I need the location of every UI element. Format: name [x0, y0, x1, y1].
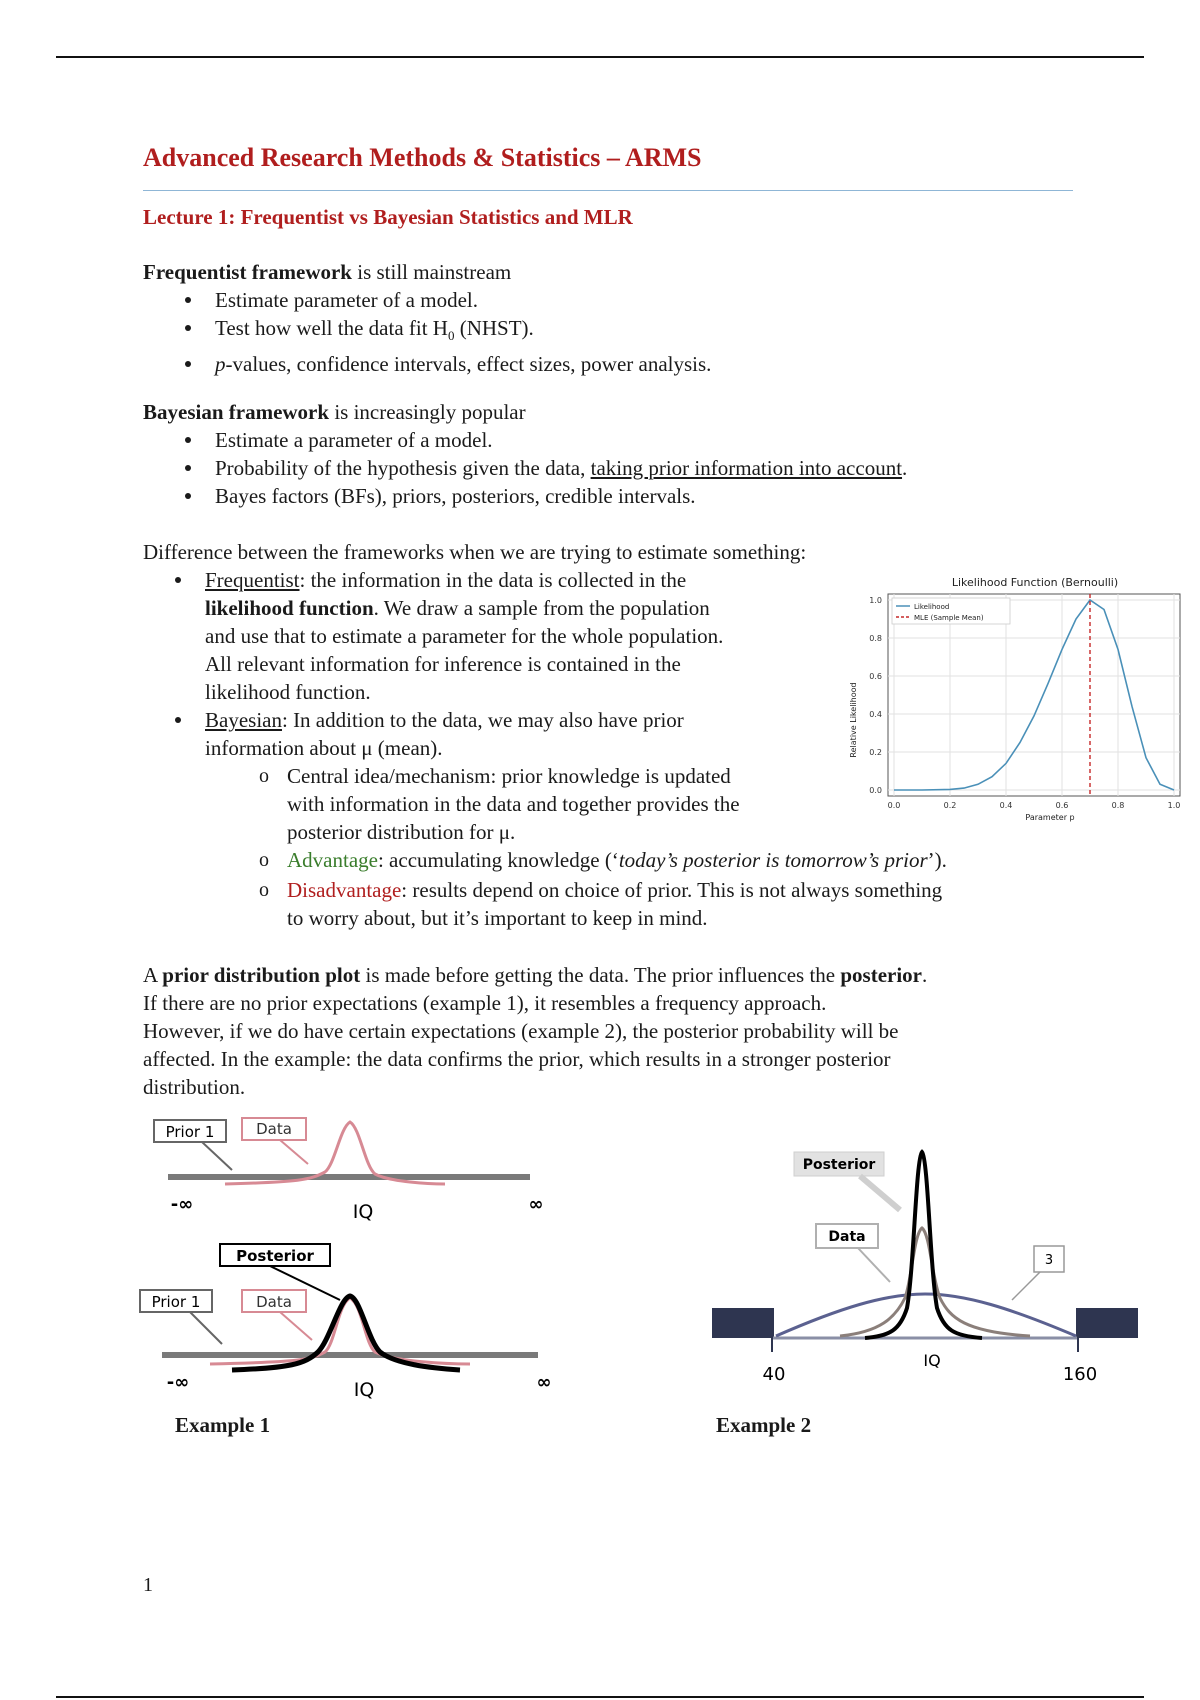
top-rule: [56, 56, 1144, 58]
example1-bottom-neg-inf: -∞: [166, 1372, 190, 1393]
chart-legend-label-mle: MLE (Sample Mean): [914, 614, 984, 622]
chart-y-tick-label: 0.2: [869, 748, 882, 757]
example2-label: Example 2: [716, 1413, 812, 1437]
example2-posterior-curve: [865, 1152, 982, 1338]
example1-bottom-prior-pointer: [190, 1312, 222, 1344]
example2-prior-label: 3: [1044, 1253, 1054, 1268]
chart-y-tick-label: 0.6: [869, 672, 882, 681]
chart-y-tick-label: 0.0: [869, 786, 882, 795]
example1-top-axis-label: IQ: [352, 1201, 374, 1223]
lecture-heading: Lecture 1: Frequentist vs Bayesian Statistics and MLR: [143, 205, 633, 229]
example1-top-data-label: Data: [256, 1120, 292, 1138]
page-number: 1: [143, 1574, 153, 1596]
chart-y-tick-label: 1.0: [869, 596, 882, 605]
frequentist-heading-bold: Frequentist framework: [143, 260, 352, 284]
example1-top-prior-label: Prior 1: [165, 1123, 215, 1141]
list-item: p-values, confidence intervals, effect sizes, power analysis.: [143, 350, 711, 378]
document-title: Advanced Research Methods & Statistics – ARMS: [143, 143, 702, 172]
chart-title: Likelihood Function (Bernoulli): [951, 576, 1119, 589]
example1-posterior-label: Posterior: [236, 1247, 314, 1265]
example2-prior-curve: [776, 1294, 1076, 1336]
bayesian-heading: [143, 398, 526, 426]
prior-paragraph: A prior distribution plot is made before getting the data. The prior influences the posterior. If there are no prior expectations (example 1), it resembles a frequency approach. However, if we do have certain expectations (example 2), the posterior probability will be affected. In the example: the data confirms the prior, which results in a stronger posterior distribution.: [143, 963, 928, 1099]
list-item-frequentist: Frequentist: the information in the data is collected in the likelihood function. We draw a sample from the population and use that to estimate a parameter for the whole population. All relevant information for inference is contained in the likelihood function.: [133, 566, 833, 706]
difference-intro: Difference between the frameworks when we are trying to estimate something:: [143, 540, 807, 564]
list-item: Estimate parameter of a model.: [143, 286, 711, 314]
chart-y-tick-label: 0.8: [869, 634, 882, 643]
example2-max-label: 160: [1062, 1364, 1098, 1385]
bayesian-heading-bold: Bayesian framework: [143, 400, 330, 424]
likelihood-chart: [840, 570, 1190, 830]
chart-x-tick-label: 1.0: [1167, 801, 1181, 810]
example2-data-label: Data: [828, 1229, 866, 1245]
example1-bottom-pos-inf: ∞: [536, 1372, 552, 1393]
example2-posterior-label: Posterior: [802, 1157, 876, 1173]
example1-top-axis: [168, 1174, 530, 1180]
list-item-bayesian: Bayesian: In addition to the data, we may also have prior information about μ (mean).: [133, 706, 833, 762]
likelihood-chart-svg: [840, 570, 1190, 830]
frequentist-heading-rest: is still mainstream: [352, 260, 512, 284]
bayesian-heading-rest: is increasingly popular: [329, 400, 526, 424]
example2-min-label: 40: [762, 1364, 786, 1385]
example1-label: Example 1: [175, 1413, 271, 1437]
difference-list: [133, 566, 833, 762]
example2-right-block: [1076, 1308, 1138, 1338]
example1-top-data-pointer: [280, 1140, 308, 1164]
example2-prior-pointer: [1012, 1272, 1040, 1300]
chart-x-tick-label: 0.2: [943, 801, 957, 810]
chart-x-tick-label: 0.8: [1111, 801, 1125, 810]
list-item: Test how well the data fit $H_0$ (NHST).: [143, 314, 711, 350]
chart-legend-label-likelihood: Likelihood: [914, 603, 950, 611]
sub-list-item-mechanism: o Central idea/mechanism: prior knowledge is updated with information in the data and together provides the posterior distribution for μ.: [251, 762, 1131, 846]
example1-bottom-prior-label: Prior 1: [151, 1293, 201, 1311]
chart-ylabel: Relative Likelihood: [849, 682, 858, 758]
example1-bottom-axis: [162, 1352, 538, 1358]
chart-y-tick-label: 0.4: [869, 710, 882, 719]
example1-bottom-axis-label: IQ: [353, 1379, 375, 1401]
chart-x-tick-label: 0.6: [1055, 801, 1069, 810]
title-divider: [143, 190, 1073, 191]
example1-top-neg-inf: -∞: [170, 1194, 194, 1215]
example1-bottom-data-label: Data: [256, 1293, 292, 1311]
frequentist-list: [143, 286, 711, 378]
list-item: Probability of the hypothesis given the data, taking prior information into account.: [143, 454, 907, 482]
example1-figure: [130, 1108, 570, 1408]
example2-posterior-pointer: [860, 1176, 900, 1210]
chart-x-tick-label: 0.0: [887, 801, 901, 810]
example2-axis-label: IQ: [923, 1351, 941, 1370]
list-item: Bayes factors (BFs), priors, posteriors, credible intervals.: [143, 482, 907, 510]
sub-list-item-advantage: o Advantage: accumulating knowledge (‘today’s posterior is tomorrow’s prior’).: [251, 846, 1131, 874]
chart-xlabel: Parameter p: [1025, 813, 1075, 822]
list-item: Estimate a parameter of a model.: [143, 426, 907, 454]
example1-bottom-data-pointer: [280, 1312, 312, 1340]
example1-top-prior-pointer: [202, 1142, 232, 1170]
bayesian-list: [143, 426, 907, 510]
example2-data-pointer: [858, 1248, 890, 1282]
example1-top-pos-inf: ∞: [528, 1194, 544, 1215]
example2-left-block: [712, 1308, 774, 1338]
chart-x-tick-label: 0.4: [999, 801, 1013, 810]
example2-figure: [700, 1108, 1160, 1408]
frequentist-heading: [143, 258, 511, 286]
bottom-rule: [56, 1696, 1144, 1698]
sub-list-item-disadvantage: o Disadvantage: results depend on choice of prior. This is not always something to worry about, but it’s important to keep in mind.: [251, 876, 1131, 932]
